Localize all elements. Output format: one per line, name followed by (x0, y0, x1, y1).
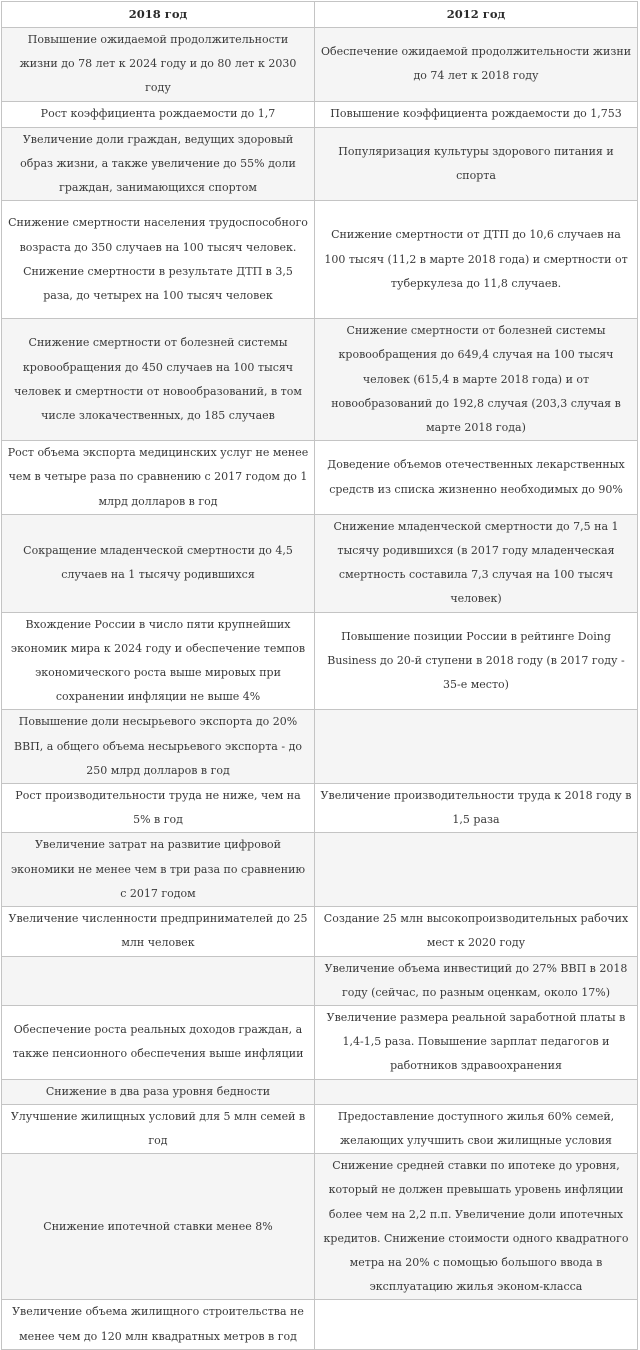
table-row (2, 1104, 638, 1153)
table-row (2, 1300, 638, 1349)
cell-2012: Обеспечение ожидаемой продолжительности жизни до 74 лет к 2018 году (315, 28, 638, 102)
table-row (2, 784, 638, 833)
table-row (2, 710, 638, 784)
cell-2018: Рост производительности труда не ниже, чем на 5% в год (2, 784, 315, 833)
cell-2012 (315, 1079, 638, 1104)
column-header-2018: 2018 год (2, 2, 315, 28)
cell-2012: Увеличение производительности труда к 2018 году в 1,5 раза (315, 784, 638, 833)
cell-2018: Снижение смертности населения трудоспособного возраста до 350 случаев на 100 тысяч человек. Снижение смертности в результате ДТП в 3,5 раза, до четырех на 100 тысяч человек (2, 201, 315, 319)
cell-2012 (315, 710, 638, 784)
cell-2018: Снижение ипотечной ставки менее 8% (2, 1154, 315, 1300)
table-row (2, 201, 638, 319)
cell-2012 (315, 833, 638, 907)
table-row (2, 101, 638, 127)
table-row (2, 956, 638, 1005)
cell-2018: Вхождение России в число пяти крупнейших экономик мира к 2024 году и обеспечение темпов экономического роста выше мировых при сохранении инфляции не выше 4% (2, 612, 315, 710)
table-row (2, 1154, 638, 1300)
header-row (2, 2, 638, 28)
cell-2012: Предоставление доступного жилья 60% семей, желающих улучшить свои жилищные условия (315, 1104, 638, 1153)
cell-2012: Доведение объемов отечественных лекарственных средств из списка жизненно необходимых до 90% (315, 441, 638, 515)
table-body (2, 28, 638, 1350)
cell-2018: Обеспечение роста реальных доходов граждан, а также пенсионного обеспечения выше инфляции (2, 1005, 315, 1079)
cell-2012: Увеличение объема инвестиций до 27% ВВП в 2018 году (сейчас, по разным оценкам, около 17%) (315, 956, 638, 1005)
cell-2012: Снижение средней ставки по ипотеке до уровня, который не должен превышать уровень инфляции более чем на 2,2 п.п. Увеличение доли ипотечных кредитов. Снижение стоимости одного квадратного метра на 20% с помощью большого ввода в эксплуатацию жилья эконом-класса (315, 1154, 638, 1300)
table-row (2, 612, 638, 710)
cell-2012: Снижение смертности от ДТП до 10,6 случаев на 100 тысяч (11,2 в марте 2018 года) и смертности от туберкулеза до 11,8 случаев. (315, 201, 638, 319)
column-header-2012: 2012 год (315, 2, 638, 28)
cell-2012: Создание 25 млн высокопроизводительных рабочих мест к 2020 году (315, 907, 638, 956)
cell-2018: Увеличение доли граждан, ведущих здоровый образ жизни, а также увеличение до 55% доли граждан, занимающихся спортом (2, 127, 315, 201)
table-row (2, 833, 638, 907)
cell-2018: Улучшение жилищных условий для 5 млн семей в год (2, 1104, 315, 1153)
cell-2018: Рост объема экспорта медицинских услуг не менее чем в четыре раза по сравнению с 2017 годом до 1 млрд долларов в год (2, 441, 315, 515)
cell-2018: Повышение ожидаемой продолжительности жизни до 78 лет к 2024 году и до 80 лет к 2030 году (2, 28, 315, 102)
cell-2012: Повышение позиции России в рейтинге Doing Business до 20-й ступени в 2018 году (в 2017 году - 35-е место) (315, 612, 638, 710)
table-row (2, 514, 638, 612)
cell-2018: Рост коэффициента рождаемости до 1,7 (2, 101, 315, 127)
table-row (2, 127, 638, 201)
table-row (2, 1079, 638, 1104)
cell-2012: Повышение коэффициента рождаемости до 1,753 (315, 101, 638, 127)
cell-2018: Увеличение объема жилищного строительства не менее чем до 120 млн квадратных метров в год (2, 1300, 315, 1349)
cell-2018 (2, 956, 315, 1005)
table-row (2, 441, 638, 515)
cell-2018: Сокращение младенческой смертности до 4,5 случаев на 1 тысячу родившихся (2, 514, 315, 612)
table-row (2, 907, 638, 956)
cell-2012: Снижение смертности от болезней системы кровообращения до 649,4 случая на 100 тысяч человек (615,4 в марте 2018 года) и от новообразований до 192,8 случая (203,3 случая в марте 2018 года) (315, 319, 638, 441)
cell-2012: Популяризация культуры здорового питания и спорта (315, 127, 638, 201)
comparison-table (1, 1, 638, 1350)
cell-2018: Увеличение затрат на развитие цифровой экономики не менее чем в три раза по сравнению с 2017 годом (2, 833, 315, 907)
cell-2012: Снижение младенческой смертности до 7,5 на 1 тысячу родившихся (в 2017 году младенческая смертность составила 7,3 случая на 100 тысяч человек) (315, 514, 638, 612)
table-row (2, 28, 638, 102)
cell-2012: Увеличение размера реальной заработной платы в 1,4-1,5 раза. Повышение зарплат педагогов и работников здравоохранения (315, 1005, 638, 1079)
cell-2012 (315, 1300, 638, 1349)
cell-2018: Увеличение численности предпринимателей до 25 млн человек (2, 907, 315, 956)
table-head (2, 2, 638, 28)
cell-2018: Повышение доли несырьевого экспорта до 20% ВВП, а общего объема несырьевого экспорта - до 250 млрд долларов в год (2, 710, 315, 784)
table-row (2, 1005, 638, 1079)
table-row (2, 319, 638, 441)
cell-2018: Снижение смертности от болезней системы кровообращения до 450 случаев на 100 тысяч человек и смертности от новообразований, в том числе злокачественных, до 185 случаев (2, 319, 315, 441)
cell-2018: Снижение в два раза уровня бедности (2, 1079, 315, 1104)
